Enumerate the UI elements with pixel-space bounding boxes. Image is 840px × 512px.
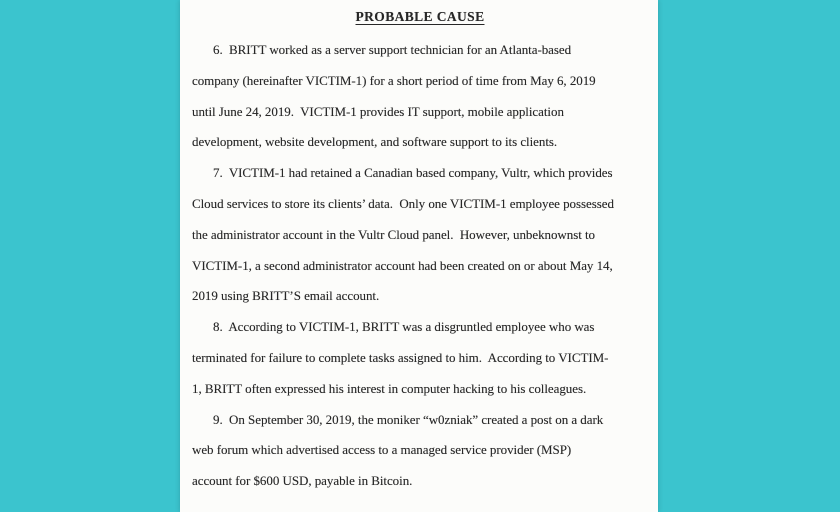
p8-line1: 8. According to VICTIM-1, BRITT was a disgruntled employee who was <box>213 319 595 335</box>
p6-line3: until June 24, 2019. VICTIM-1 provides IT support, mobile application <box>192 103 564 119</box>
p7-line2: Cloud services to store its clients’ data. Only one VICTIM-1 employee possessed <box>192 195 614 211</box>
p9-line1: 9. On September 30, 2019, the moniker “w0zniak” created a post on a dark <box>213 411 604 427</box>
p6-line4: development, website development, and software support to its clients. <box>192 134 558 150</box>
p6-line2: company (hereinafter VICTIM-1) for a short period of time from May 6, 2019 <box>192 72 596 88</box>
p7-line4: VICTIM-1, a second administrator account had been created on or about May 14, <box>192 257 613 273</box>
p7-line5: 2019 using BRITT’S email account. <box>192 288 380 304</box>
p6-line1: 6. BRITT worked as a server support technician for an Atlanta-based <box>213 42 572 57</box>
p7-line1: 7. VICTIM-1 had retained a Canadian based company, Vultr, which provides <box>213 165 613 181</box>
p8-line3: 1, BRITT often expressed his interest in computer hacking to his colleagues. <box>192 380 587 396</box>
p9-line3: account for $600 USD, payable in Bitcoin. <box>192 473 413 489</box>
document-heading: PROBABLE CAUSE <box>355 9 485 24</box>
p9-line2: web forum which advertised access to a managed service provider (MSP) <box>192 442 572 458</box>
document-body <box>180 0 658 497</box>
document-page <box>180 0 658 512</box>
p8-line2: terminated for failure to complete tasks assigned to him. According to VICTIM- <box>192 349 609 365</box>
p7-line3: the administrator account in the Vultr Cloud panel. However, unbeknownst to <box>192 226 595 242</box>
